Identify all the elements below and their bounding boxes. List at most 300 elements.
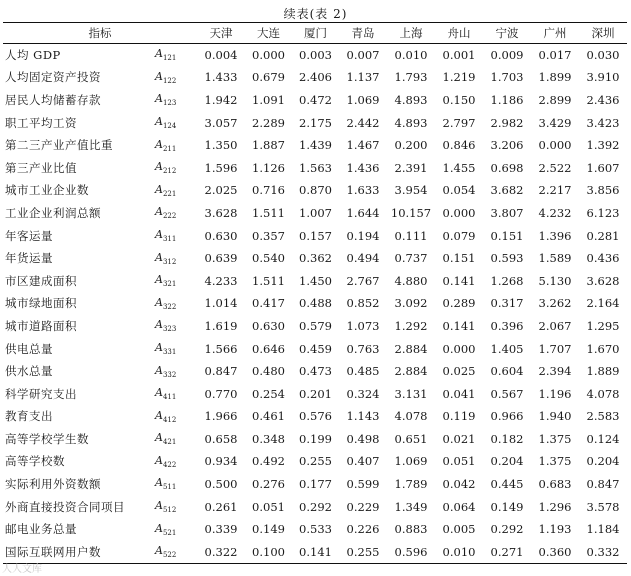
value-cell: 0.042 [442,477,476,492]
value-cell: 2.767 [346,273,380,288]
code-letter: A [155,114,163,128]
indicator-name: 高等学校数 [5,454,65,469]
table-row [3,337,627,360]
value-cell: 1.069 [346,92,380,107]
value-cell: 2.982 [490,115,524,130]
indicator-code [153,89,197,112]
code-letter: A [155,250,163,264]
value-cell: 0.604 [490,364,524,379]
value-cell: 0.051 [442,454,476,469]
value-cell: 1.143 [346,409,380,424]
indicator-name: 城市道路面积 [5,318,77,333]
value-cell: 0.021 [442,431,476,446]
value-cell: 0.459 [299,341,332,356]
table-row [3,541,627,564]
value-cell: 0.966 [490,409,524,424]
value-cell: 0.124 [586,431,620,446]
value-cell: 0.322 [197,541,245,564]
table-row [3,495,627,518]
value-cell: 0.540 [252,251,285,266]
value-cell: 4.233 [204,273,238,288]
indicator-code [153,202,197,225]
value-cell: 0.396 [490,318,524,333]
value-cell: 3.856 [586,183,620,198]
header-city: 大连 [245,23,292,44]
indicator-code [153,495,197,518]
indicator-name: 国际互联网用户数 [3,541,153,564]
indicator-name: 城市绿地面积 [5,296,77,311]
value-cell: 4.893 [394,92,428,107]
indicator-name: 居民人均储蓄存款 [5,92,101,107]
value-cell: 0.317 [490,296,524,311]
value-cell: 1.126 [252,160,285,175]
value-cell: 3.628 [204,205,238,220]
value-cell: 1.563 [299,160,332,175]
code-letter: A [155,408,163,422]
value-cell: 1.292 [394,318,428,333]
indicator-code [153,44,197,67]
code-subscript: 422 [162,461,177,470]
value-cell: 0.488 [299,296,332,311]
value-cell: 0.593 [490,251,524,266]
value-cell: 1.186 [490,92,524,107]
indicator-name: 人均固定资产投资 [5,70,101,85]
value-cell: 6.123 [586,205,620,220]
code-letter: A [155,340,163,354]
value-cell: 1.966 [204,409,238,424]
table-row [3,247,627,270]
value-cell: 1.014 [204,296,238,311]
value-cell: 1.566 [204,341,238,356]
value-cell: 0.417 [252,296,285,311]
header-row [3,23,627,44]
indicator-name: 外商直接投资合同项目 [5,499,125,514]
value-cell: 0.679 [252,70,285,85]
value-cell: 0.651 [394,431,428,446]
value-cell: 2.884 [394,341,428,356]
value-cell: 0.658 [204,431,238,446]
table-row [3,156,627,179]
code-letter: A [155,318,163,332]
value-cell: 2.522 [538,160,572,175]
value-cell: 3.206 [490,138,524,153]
value-cell: 0.000 [252,48,285,63]
value-cell: 3.807 [490,205,524,220]
value-cell: 1.439 [299,138,332,153]
code-subscript: 411 [162,393,177,402]
value-cell: 2.164 [586,296,620,311]
indicator-code [153,111,197,134]
value-cell: 1.137 [346,70,380,85]
value-cell: 1.940 [538,409,572,424]
value-cell: 1.789 [394,477,428,492]
value-cell: 0.847 [586,477,620,492]
indicator-name: 年货运量 [5,251,53,266]
code-letter: A [155,521,163,535]
value-cell: 1.455 [442,160,476,175]
value-cell: 0.030 [586,48,620,63]
indicator-name: 科学研究支出 [5,386,77,401]
value-cell: 0.576 [299,409,332,424]
value-cell: 1.467 [346,138,380,153]
value-cell: 0.436 [586,251,620,266]
value-cell: 0.579 [299,318,332,333]
value-cell: 0.567 [490,386,524,401]
value-cell: 1.707 [538,341,572,356]
value-cell: 1.268 [490,273,524,288]
value-cell: 0.182 [490,431,524,446]
value-cell: 2.797 [442,115,476,130]
header-city: 舟山 [435,23,483,44]
value-cell: 3.262 [538,296,572,311]
value-cell: 0.009 [490,48,524,63]
value-cell: 3.092 [394,296,428,311]
value-cell: 3.429 [538,115,572,130]
code-subscript: 211 [162,144,177,153]
code-letter: A [155,453,163,467]
value-cell: 1.589 [538,251,572,266]
code-subscript: 323 [162,325,177,334]
indicator-name: 教育支出 [5,409,53,424]
value-cell: 2.025 [204,183,238,198]
indicator-name: 城市工业企业数 [5,183,89,198]
value-cell: 1.942 [204,92,238,107]
indicator-code [153,66,197,89]
value-cell: 0.151 [442,251,476,266]
value-cell: 0.934 [204,454,238,469]
code-subscript: 512 [162,506,177,515]
value-cell: 0.847 [204,364,238,379]
value-cell: 3.682 [490,183,524,198]
value-cell: 1.184 [586,522,620,537]
value-cell: 1.899 [538,70,572,85]
indicator-name: 第三产业比值 [5,160,77,175]
table-row [3,269,627,292]
value-cell: 1.405 [490,341,524,356]
value-cell: 0.000 [442,341,476,356]
code-subscript: 332 [162,370,177,379]
value-cell: 0.480 [252,364,285,379]
value-cell: 2.289 [252,115,285,130]
table-row [3,450,627,473]
value-cell: 1.670 [586,341,620,356]
value-cell: 4.078 [394,409,428,424]
value-cell: 0.204 [586,454,620,469]
value-cell: 0.149 [490,499,524,514]
value-cell: 1.193 [538,522,572,537]
value-cell: 0.141 [292,541,339,564]
value-cell: 0.492 [252,454,285,469]
value-cell: 1.196 [538,386,572,401]
value-cell: 0.630 [204,228,238,243]
value-cell: 1.450 [299,273,332,288]
code-subscript: 312 [162,257,177,266]
value-cell: 0.324 [346,386,380,401]
code-subscript: 321 [162,280,177,289]
value-cell: 0.271 [483,541,531,564]
value-cell: 0.004 [204,48,238,63]
table-row [3,66,627,89]
value-cell: 0.292 [299,499,332,514]
value-cell: 0.852 [346,296,380,311]
indicator-code [153,405,197,428]
value-cell: 0.226 [346,522,380,537]
value-cell: 1.073 [346,318,380,333]
value-cell: 1.350 [204,138,238,153]
indicator-name: 高等学校学生数 [5,431,89,446]
value-cell: 0.445 [490,477,524,492]
indicator-code [153,269,197,292]
value-cell: 0.332 [579,541,627,564]
code-subscript: 122 [162,76,177,85]
value-cell: 1.375 [538,454,572,469]
header-city: 广州 [531,23,579,44]
value-cell: 1.596 [204,160,238,175]
code-subscript: 521 [162,528,177,537]
table-row [3,89,627,112]
value-cell: 0.051 [252,499,285,514]
value-cell: 1.007 [299,205,332,220]
value-cell: 1.619 [204,318,238,333]
code-subscript: 222 [162,212,177,221]
value-cell: 0.737 [394,251,428,266]
value-cell: 3.628 [586,273,620,288]
value-cell: 0.599 [346,477,380,492]
table-row [3,292,627,315]
value-cell: 0.064 [442,499,476,514]
table-row [3,315,627,338]
code-letter: A [155,499,163,513]
table-row [3,382,627,405]
value-cell: 2.436 [586,92,620,107]
value-cell: 0.698 [490,160,524,175]
value-cell: 0.041 [442,386,476,401]
value-cell: 2.067 [538,318,572,333]
indicator-code [153,450,197,473]
value-cell: 0.289 [442,296,476,311]
code-subscript: 221 [162,189,177,198]
value-cell: 0.025 [442,364,476,379]
value-cell: 0.151 [490,228,524,243]
value-cell: 1.607 [586,160,620,175]
value-cell: 1.887 [252,138,285,153]
value-cell: 1.644 [346,205,380,220]
value-cell: 0.360 [531,541,579,564]
indicator-name: 市区建成面积 [5,273,77,288]
indicator-name: 职工平均工资 [5,115,77,130]
value-cell: 0.010 [435,541,483,564]
table-caption: 续表(表 2) [283,7,348,21]
value-cell: 0.201 [299,386,332,401]
code-subscript: 121 [162,54,177,63]
code-letter: A [155,92,163,106]
value-cell: 0.500 [204,477,238,492]
value-cell: 0.846 [442,138,476,153]
header-city: 厦门 [292,23,339,44]
value-cell: 0.348 [252,431,285,446]
table-row [3,111,627,134]
table-row [3,44,627,67]
indicator-code [153,428,197,451]
value-cell: 0.200 [394,138,428,153]
value-cell: 0.646 [252,341,285,356]
code-subscript: 123 [162,99,177,108]
value-cell: 1.375 [538,431,572,446]
table-row [3,405,627,428]
value-cell: 0.472 [299,92,332,107]
value-cell: 0.883 [394,522,428,537]
value-cell: 0.473 [299,364,332,379]
value-cell: 1.511 [252,205,285,220]
code-subscript: 322 [162,302,177,311]
table-row [3,179,627,202]
code-letter: A [155,386,163,400]
value-cell: 0.255 [299,454,332,469]
indicator-code [153,473,197,496]
code-subscript: 311 [162,235,177,244]
code-letter: A [155,476,163,490]
value-cell: 0.639 [204,251,238,266]
value-cell: 0.261 [204,499,238,514]
value-cell: 0.292 [490,522,524,537]
code-letter: A [155,363,163,377]
value-cell: 0.254 [252,386,285,401]
code-letter: A [155,431,163,445]
header-city: 深圳 [579,23,627,44]
code-subscript: 331 [162,348,177,357]
value-cell: 0.204 [490,454,524,469]
value-cell: 3.057 [204,115,238,130]
value-cell: 0.000 [442,205,476,220]
value-cell: 2.217 [538,183,572,198]
table-row [3,428,627,451]
value-cell: 0.000 [538,138,572,153]
value-cell: 0.407 [346,454,380,469]
code-letter: A [155,295,163,309]
header-city: 宁波 [483,23,531,44]
value-cell: 1.436 [346,160,380,175]
value-cell: 0.100 [245,541,292,564]
value-cell: 0.339 [204,522,238,537]
value-cell: 3.954 [394,183,428,198]
indicator-name: 供水总量 [5,364,53,379]
value-cell: 3.423 [586,115,620,130]
value-cell: 2.391 [394,160,428,175]
value-cell: 0.498 [346,431,380,446]
value-cell: 0.017 [538,48,572,63]
value-cell: 0.177 [299,477,332,492]
code-subscript: 212 [162,167,177,176]
value-cell: 2.406 [299,70,332,85]
indicator-code [153,292,197,315]
value-cell: 0.533 [299,522,332,537]
value-cell: 0.683 [538,477,572,492]
value-cell: 0.461 [252,409,285,424]
code-letter: A [155,544,163,558]
indicator-name: 实际利用外资数额 [5,477,101,492]
value-cell: 1.511 [252,273,285,288]
value-cell: 0.141 [442,273,476,288]
code-letter: A [155,47,163,61]
indicator-code [153,518,197,541]
value-cell: 1.349 [394,499,428,514]
value-cell: 0.485 [346,364,380,379]
value-cell: 0.870 [299,183,332,198]
value-cell: 0.357 [252,228,285,243]
value-cell: 1.069 [394,454,428,469]
code-letter: A [155,160,163,174]
header-city: 天津 [197,23,245,44]
value-cell: 0.007 [346,48,380,63]
value-cell: 0.255 [339,541,387,564]
value-cell: 0.276 [252,477,285,492]
value-cell: 4.880 [394,273,428,288]
value-cell: 0.141 [442,318,476,333]
value-cell: 0.111 [394,228,428,243]
header-city: 青岛 [339,23,387,44]
code-letter: A [155,273,163,287]
value-cell: 0.770 [204,386,238,401]
code-letter: A [155,182,163,196]
value-cell: 0.119 [442,409,476,424]
value-cell: 0.157 [299,228,332,243]
indicator-name: 邮电业务总量 [5,522,77,537]
value-cell: 0.763 [346,341,380,356]
value-cell: 1.396 [538,228,572,243]
value-cell: 5.130 [538,273,572,288]
value-cell: 0.596 [387,541,435,564]
value-cell: 2.884 [394,364,428,379]
indicator-code [153,360,197,383]
code-letter: A [155,205,163,219]
value-cell: 0.194 [346,228,380,243]
value-cell: 1.392 [586,138,620,153]
value-cell: 1.793 [394,70,428,85]
value-cell: 0.229 [346,499,380,514]
indicator-code [153,337,197,360]
indicator-code [153,541,197,564]
value-cell: 1.889 [586,364,620,379]
value-cell: 4.893 [394,115,428,130]
value-cell: 3.910 [586,70,620,85]
code-letter: A [155,227,163,241]
table-row [3,224,627,247]
value-cell: 2.442 [346,115,380,130]
code-subscript: 522 [162,551,177,560]
value-cell: 1.091 [252,92,285,107]
indicator-name: 年客运量 [5,228,53,243]
indicator-name: 工业企业利润总额 [5,205,101,220]
value-cell: 0.199 [299,431,332,446]
code-letter: A [155,137,163,151]
header-city: 上海 [387,23,435,44]
indicator-code [153,247,197,270]
value-cell: 2.394 [538,364,572,379]
value-cell: 1.633 [346,183,380,198]
value-cell: 0.005 [442,522,476,537]
table-row [3,473,627,496]
value-cell: 0.630 [252,318,285,333]
value-cell: 3.578 [586,499,620,514]
watermark-text: 人人文库 [2,564,42,575]
value-cell: 1.433 [204,70,238,85]
indicator-code [153,224,197,247]
indicator-code [153,156,197,179]
code-letter: A [155,69,163,83]
value-cell: 0.281 [586,228,620,243]
value-cell: 3.131 [394,386,428,401]
value-cell: 2.175 [299,115,332,130]
